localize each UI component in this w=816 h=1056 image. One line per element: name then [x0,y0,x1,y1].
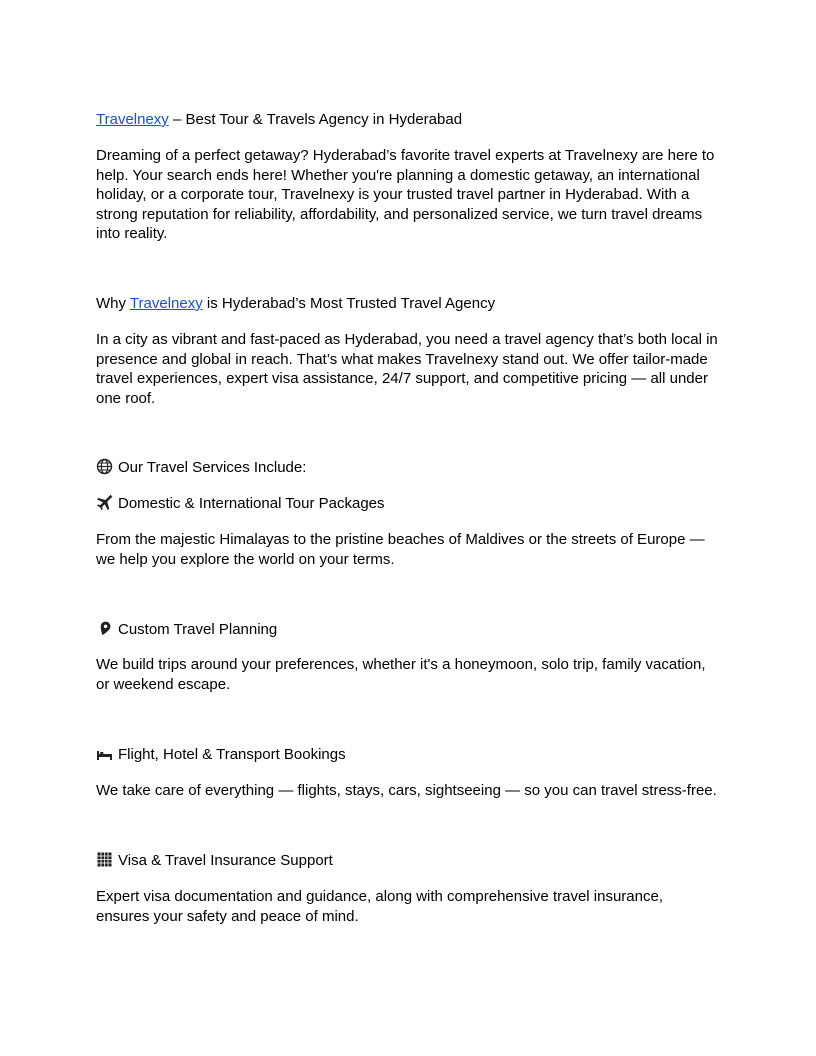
map-pin-icon [96,620,113,637]
service-description: From the majestic Himalayas to the pristine beaches of Maldives or the streets of Europe — we help you explore the world on your terms. [96,531,705,568]
service-title-text: Custom Travel Planning [118,621,278,638]
service-title [96,745,346,765]
service-description: We take care of everything — flights, stays, cars, sightseeing — so you can travel stress-free. [96,782,717,799]
why-prefix: Why [96,295,130,312]
travelnexy-link[interactable]: Travelnexy [96,111,169,128]
document-icon [96,851,113,868]
why-paragraph: In a city as vibrant and fast-paced as Hyderabad, you need a travel agency that’s both local in presence and global in reach. That’s what makes Travelnexy stand out. We offer tailor-made travel experiences, expert visa assistance, 24/7 support, and competitive pricing — all under one roof. [96,331,718,407]
travelnexy-link-2[interactable]: Travelnexy [129,295,203,312]
service-title-text: Flight, Hotel & Transport Bookings [118,746,346,763]
airplane-icon [96,494,113,511]
service-description: Expert visa documentation and guidance, along with comprehensive travel insurance, ensures your safety and peace of mind. [96,888,663,925]
why-title-text: is Hyderabad’s Most Trusted Travel Agency [202,295,496,312]
services-heading [96,458,306,478]
service-title [96,620,277,640]
services-heading-text: Our Travel Services Include: [118,459,307,476]
globe-icon [96,458,113,475]
service-description: We build trips around your preferences, whether it's a honeymoon, solo trip, family vacation, or weekend escape. [96,656,706,693]
service-title [96,494,385,514]
service-title-text: Domestic & International Tour Packages [118,495,385,512]
intro-paragraph: Dreaming of a perfect getaway? Hyderabad’s favorite travel experts at Travelnexy are here to help. Your search ends here! Whether you're planning a domestic getaway, an international holiday, or a corporate tour, Travelnexy is your trusted travel partner in Hyderabad. With a strong reputation for reliability, affordability, and personalized service, we turn travel dreams into reality. [96,147,715,242]
bed-icon [96,745,113,762]
service-title-text: Visa & Travel Insurance Support [118,852,333,869]
why-title [96,294,495,314]
intro-title [96,110,462,130]
intro-title-text: – Best Tour & Travels Agency in Hyderabad [168,111,463,128]
service-title [96,851,333,871]
